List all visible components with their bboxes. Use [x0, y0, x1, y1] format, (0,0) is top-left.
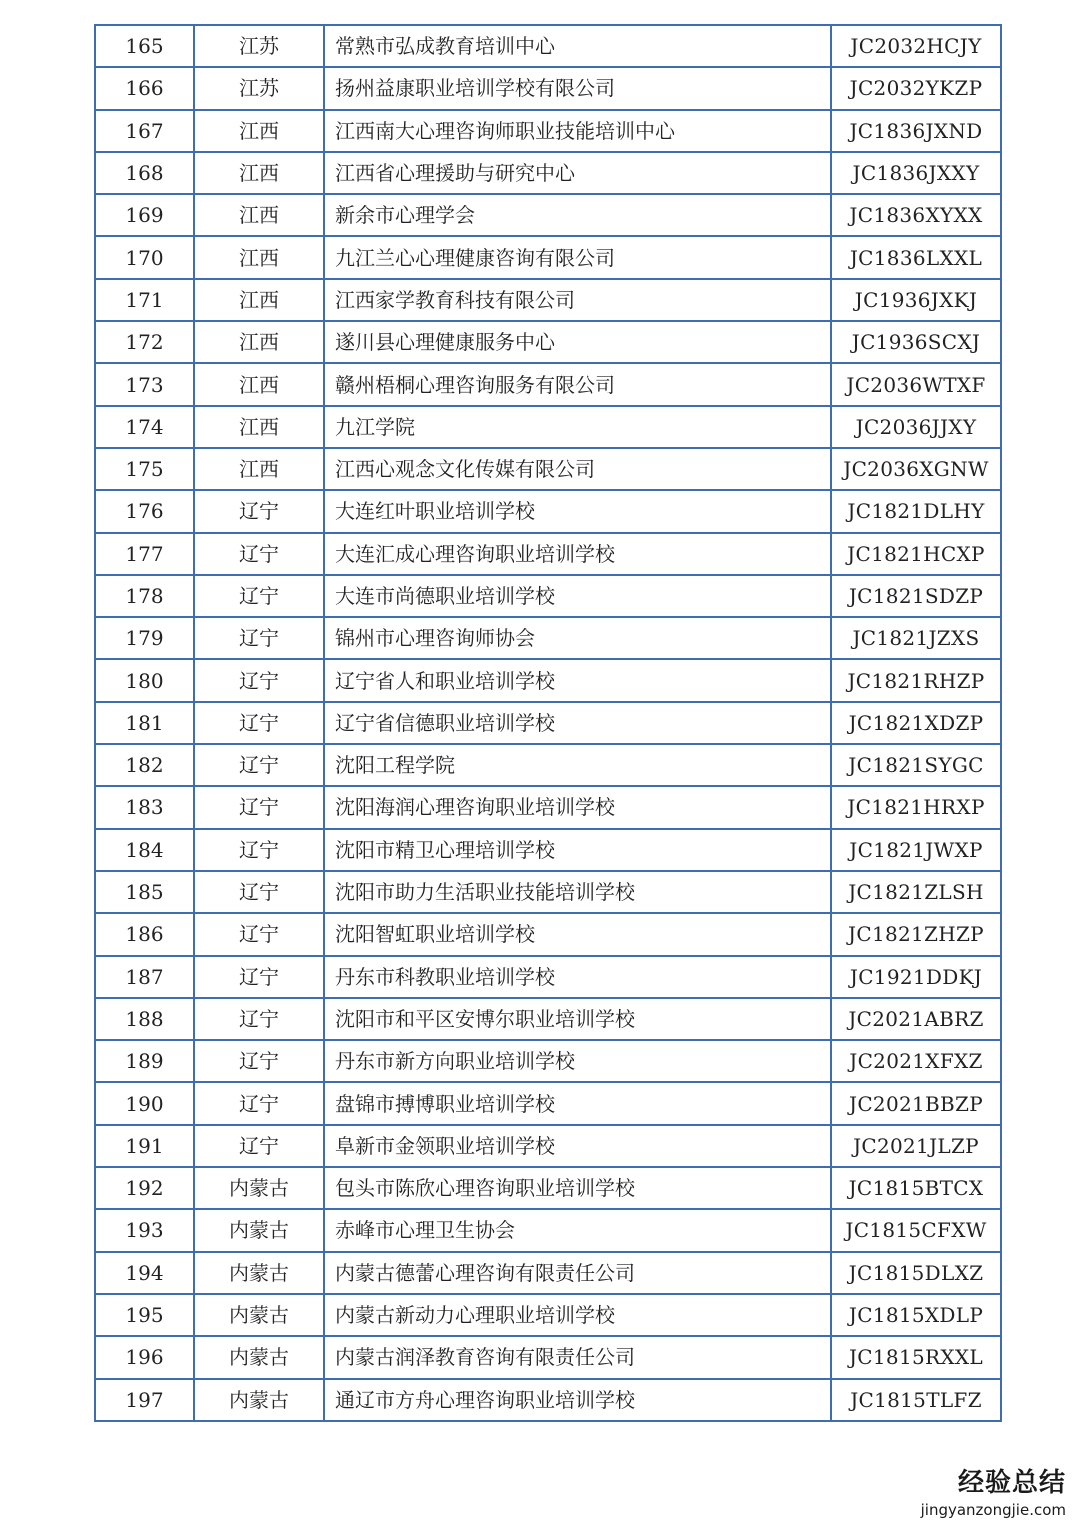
row-number-cell: 170 — [95, 236, 194, 278]
province-cell: 内蒙古 — [194, 1294, 324, 1336]
province-cell: 辽宁 — [194, 744, 324, 786]
province-cell: 辽宁 — [194, 1040, 324, 1082]
province-cell: 江西 — [194, 363, 324, 405]
row-number-cell: 197 — [95, 1379, 194, 1421]
institution-name-cell: 常熟市弘成教育培训中心 — [324, 25, 831, 67]
row-number-cell: 173 — [95, 363, 194, 405]
table-row — [95, 1125, 1001, 1167]
institution-name-cell: 江西南大心理咨询师职业技能培训中心 — [324, 110, 831, 152]
province-cell: 江西 — [194, 279, 324, 321]
table-row — [95, 956, 1001, 998]
institution-name-cell: 沈阳智虹职业培训学校 — [324, 913, 831, 955]
row-number-cell: 184 — [95, 829, 194, 871]
table-row — [95, 1167, 1001, 1209]
province-cell: 辽宁 — [194, 1125, 324, 1167]
province-cell: 辽宁 — [194, 871, 324, 913]
institution-code-cell: JC1821HCXP — [831, 533, 1001, 575]
institution-name-cell: 沈阳市精卫心理培训学校 — [324, 829, 831, 871]
table-row — [95, 871, 1001, 913]
table-row — [95, 702, 1001, 744]
institution-code-cell: JC1836XYXX — [831, 194, 1001, 236]
province-cell: 辽宁 — [194, 998, 324, 1040]
province-cell: 江苏 — [194, 25, 324, 67]
province-cell: 内蒙古 — [194, 1167, 324, 1209]
table-row — [95, 1336, 1001, 1378]
province-cell: 辽宁 — [194, 490, 324, 532]
province-cell: 江西 — [194, 406, 324, 448]
institution-name-cell: 赣州梧桐心理咨询服务有限公司 — [324, 363, 831, 405]
row-number-cell: 195 — [95, 1294, 194, 1336]
row-number-cell: 172 — [95, 321, 194, 363]
institution-name-cell: 沈阳工程学院 — [324, 744, 831, 786]
institution-table-container — [94, 24, 989, 1422]
institution-name-cell: 大连市尚德职业培训学校 — [324, 575, 831, 617]
institution-code-cell: JC1836LXXL — [831, 236, 1001, 278]
table-row — [95, 617, 1001, 659]
table-row — [95, 1040, 1001, 1082]
institution-name-cell: 大连汇成心理咨询职业培训学校 — [324, 533, 831, 575]
row-number-cell: 167 — [95, 110, 194, 152]
table-row — [95, 279, 1001, 321]
institution-name-cell: 辽宁省信德职业培训学校 — [324, 702, 831, 744]
table-row — [95, 448, 1001, 490]
table-row — [95, 236, 1001, 278]
institution-code-cell: JC1821SYGC — [831, 744, 1001, 786]
institution-name-cell: 遂川县心理健康服务中心 — [324, 321, 831, 363]
institution-name-cell: 锦州市心理咨询师协会 — [324, 617, 831, 659]
province-cell: 辽宁 — [194, 617, 324, 659]
institution-code-cell: JC1815TLFZ — [831, 1379, 1001, 1421]
province-cell: 辽宁 — [194, 659, 324, 701]
institution-name-cell: 辽宁省人和职业培训学校 — [324, 659, 831, 701]
watermark-title: 经验总结 — [957, 1468, 1066, 1498]
table-row — [95, 110, 1001, 152]
institution-name-cell: 大连红叶职业培训学校 — [324, 490, 831, 532]
row-number-cell: 177 — [95, 533, 194, 575]
row-number-cell: 186 — [95, 913, 194, 955]
institution-code-cell: JC2021XFXZ — [831, 1040, 1001, 1082]
row-number-cell: 171 — [95, 279, 194, 321]
institution-code-cell: JC2036XGNW — [831, 448, 1001, 490]
row-number-cell: 180 — [95, 659, 194, 701]
table-row — [95, 363, 1001, 405]
table-row — [95, 913, 1001, 955]
institution-code-cell: JC1815RXXL — [831, 1336, 1001, 1378]
table-row — [95, 67, 1001, 109]
institution-code-cell: JC1821XDZP — [831, 702, 1001, 744]
institution-name-cell: 内蒙古德蕾心理咨询有限责任公司 — [324, 1252, 831, 1294]
row-number-cell: 178 — [95, 575, 194, 617]
institution-table — [94, 24, 1002, 1422]
institution-name-cell: 江西心观念文化传媒有限公司 — [324, 448, 831, 490]
row-number-cell: 191 — [95, 1125, 194, 1167]
institution-code-cell: JC2032YKZP — [831, 67, 1001, 109]
province-cell: 江西 — [194, 448, 324, 490]
row-number-cell: 169 — [95, 194, 194, 236]
row-number-cell: 175 — [95, 448, 194, 490]
institution-code-cell: JC2032HCJY — [831, 25, 1001, 67]
institution-name-cell: 阜新市金领职业培训学校 — [324, 1125, 831, 1167]
institution-code-cell: JC2021BBZP — [831, 1082, 1001, 1124]
province-cell: 江西 — [194, 321, 324, 363]
table-row — [95, 998, 1001, 1040]
table-row — [95, 25, 1001, 67]
institution-name-cell: 九江学院 — [324, 406, 831, 448]
institution-name-cell: 内蒙古新动力心理职业培训学校 — [324, 1294, 831, 1336]
institution-code-cell: JC2036JJXY — [831, 406, 1001, 448]
institution-code-cell: JC1821ZLSH — [831, 871, 1001, 913]
table-row — [95, 152, 1001, 194]
institution-name-cell: 江西省心理援助与研究中心 — [324, 152, 831, 194]
table-row — [95, 1082, 1001, 1124]
row-number-cell: 165 — [95, 25, 194, 67]
institution-name-cell: 沈阳海润心理咨询职业培训学校 — [324, 786, 831, 828]
institution-code-cell: JC1921DDKJ — [831, 956, 1001, 998]
institution-name-cell: 新余市心理学会 — [324, 194, 831, 236]
province-cell: 内蒙古 — [194, 1209, 324, 1251]
table-row — [95, 533, 1001, 575]
institution-code-cell: JC2021JLZP — [831, 1125, 1001, 1167]
institution-code-cell: JC1815BTCX — [831, 1167, 1001, 1209]
province-cell: 江西 — [194, 194, 324, 236]
province-cell: 内蒙古 — [194, 1336, 324, 1378]
province-cell: 辽宁 — [194, 913, 324, 955]
institution-code-cell: JC1936SCXJ — [831, 321, 1001, 363]
table-row — [95, 1252, 1001, 1294]
institution-code-cell: JC1936JXKJ — [831, 279, 1001, 321]
province-cell: 内蒙古 — [194, 1252, 324, 1294]
table-row — [95, 1209, 1001, 1251]
table-row — [95, 1294, 1001, 1336]
table-row — [95, 575, 1001, 617]
row-number-cell: 179 — [95, 617, 194, 659]
institution-code-cell: JC1815DLXZ — [831, 1252, 1001, 1294]
table-row — [95, 786, 1001, 828]
institution-name-cell: 盘锦市搏博职业培训学校 — [324, 1082, 831, 1124]
table-body — [95, 25, 1001, 1421]
institution-code-cell: JC1821RHZP — [831, 659, 1001, 701]
institution-code-cell: JC1821SDZP — [831, 575, 1001, 617]
row-number-cell: 196 — [95, 1336, 194, 1378]
institution-name-cell: 通辽市方舟心理咨询职业培训学校 — [324, 1379, 831, 1421]
province-cell: 辽宁 — [194, 1082, 324, 1124]
province-cell: 江西 — [194, 110, 324, 152]
watermark-url: jingyanzongjie.com — [920, 1501, 1066, 1519]
row-number-cell: 190 — [95, 1082, 194, 1124]
row-number-cell: 185 — [95, 871, 194, 913]
province-cell: 辽宁 — [194, 533, 324, 575]
institution-name-cell: 江西家学教育科技有限公司 — [324, 279, 831, 321]
institution-code-cell: JC1821ZHZP — [831, 913, 1001, 955]
institution-code-cell: JC2036WTXF — [831, 363, 1001, 405]
institution-name-cell: 丹东市科教职业培训学校 — [324, 956, 831, 998]
row-number-cell: 187 — [95, 956, 194, 998]
province-cell: 辽宁 — [194, 575, 324, 617]
institution-code-cell: JC2021ABRZ — [831, 998, 1001, 1040]
watermark — [921, 1462, 1066, 1519]
institution-code-cell: JC1836JXXY — [831, 152, 1001, 194]
table-row — [95, 406, 1001, 448]
institution-name-cell: 扬州益康职业培训学校有限公司 — [324, 67, 831, 109]
province-cell: 江西 — [194, 152, 324, 194]
province-cell: 江苏 — [194, 67, 324, 109]
table-row — [95, 1379, 1001, 1421]
province-cell: 辽宁 — [194, 786, 324, 828]
institution-code-cell: JC1821JWXP — [831, 829, 1001, 871]
table-row — [95, 194, 1001, 236]
row-number-cell: 194 — [95, 1252, 194, 1294]
table-row — [95, 321, 1001, 363]
institution-code-cell: JC1815CFXW — [831, 1209, 1001, 1251]
institution-name-cell: 沈阳市和平区安博尔职业培训学校 — [324, 998, 831, 1040]
table-row — [95, 829, 1001, 871]
row-number-cell: 188 — [95, 998, 194, 1040]
institution-code-cell: JC1836JXND — [831, 110, 1001, 152]
institution-name-cell: 内蒙古润泽教育咨询有限责任公司 — [324, 1336, 831, 1378]
province-cell: 辽宁 — [194, 829, 324, 871]
institution-code-cell: JC1815XDLP — [831, 1294, 1001, 1336]
row-number-cell: 176 — [95, 490, 194, 532]
row-number-cell: 174 — [95, 406, 194, 448]
row-number-cell: 189 — [95, 1040, 194, 1082]
table-row — [95, 490, 1001, 532]
table-row — [95, 744, 1001, 786]
institution-name-cell: 包头市陈欣心理咨询职业培训学校 — [324, 1167, 831, 1209]
row-number-cell: 183 — [95, 786, 194, 828]
institution-name-cell: 九江兰心心理健康咨询有限公司 — [324, 236, 831, 278]
institution-name-cell: 丹东市新方向职业培训学校 — [324, 1040, 831, 1082]
institution-code-cell: JC1821JZXS — [831, 617, 1001, 659]
institution-name-cell: 赤峰市心理卫生协会 — [324, 1209, 831, 1251]
row-number-cell: 166 — [95, 67, 194, 109]
row-number-cell: 192 — [95, 1167, 194, 1209]
row-number-cell: 181 — [95, 702, 194, 744]
institution-name-cell: 沈阳市助力生活职业技能培训学校 — [324, 871, 831, 913]
province-cell: 江西 — [194, 236, 324, 278]
institution-code-cell: JC1821DLHY — [831, 490, 1001, 532]
row-number-cell: 193 — [95, 1209, 194, 1251]
institution-code-cell: JC1821HRXP — [831, 786, 1001, 828]
province-cell: 内蒙古 — [194, 1379, 324, 1421]
province-cell: 辽宁 — [194, 956, 324, 998]
province-cell: 辽宁 — [194, 702, 324, 744]
row-number-cell: 182 — [95, 744, 194, 786]
table-row — [95, 659, 1001, 701]
row-number-cell: 168 — [95, 152, 194, 194]
